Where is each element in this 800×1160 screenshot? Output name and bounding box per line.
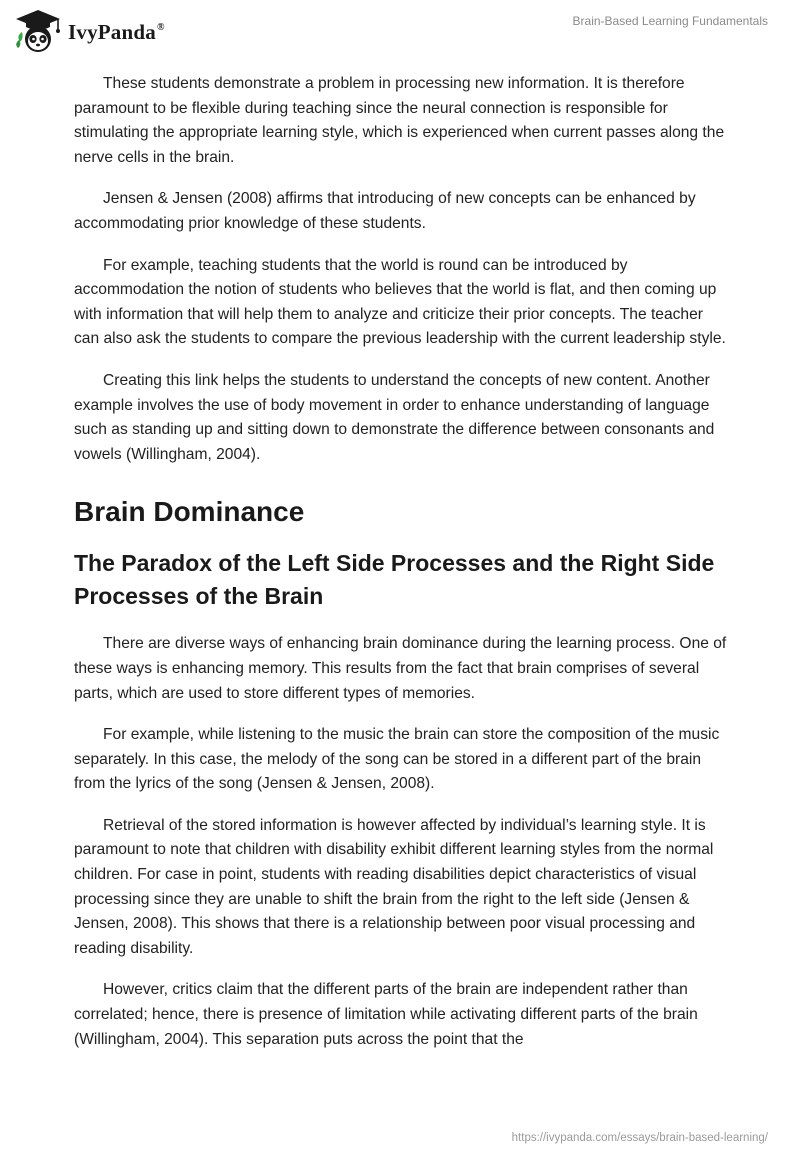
document-title: Brain-Based Learning Fundamentals <box>572 14 768 28</box>
paragraph: Creating this link helps the students to understand the concepts of new content. Another example involves the use of body movement in order to enhance understanding of language such as standing up and sitting down to demonstrate the difference between consonants and vowels (Willingham, 2004). <box>74 371 715 463</box>
subsection-heading: The Paradox of the Left Side Processes and the Right Side Processes of the Brain <box>74 550 715 610</box>
page-header <box>0 0 800 62</box>
paragraph: There are diverse ways of enhancing brain dominance during the learning process. One of these ways is enhancing memory. This results from the fact that brain comprises of several parts, which are used to store different types of memories. <box>74 635 727 702</box>
paragraph: However, critics claim that the different parts of the brain are independent rather than correlated; hence, there is presence of limitation while activating different parts of the brain (Willingham, 2004). This separation puts across the point that the <box>74 981 698 1048</box>
logo-wordmark: IvyPanda® <box>68 19 165 44</box>
paragraph: Jensen & Jensen (2008) affirms that introducing of new concepts can be enhanced by accommodating prior knowledge of these students. <box>74 190 696 232</box>
essay-content <box>74 72 730 1069</box>
source-url-link[interactable]: https://ivypanda.com/essays/brain-based-learning/ <box>511 1132 768 1144</box>
panda-logo-icon <box>14 8 62 54</box>
paragraph: These students demonstrate a problem in processing new information. It is therefore paramount to be flexible during teaching since the neural connection is responsible for stimulating the appropriate learning style, which is experienced when current passes along the nerve cells in the brain. <box>74 75 725 166</box>
paragraph: For example, while listening to the music the brain can store the composition of the music separately. In this case, the melody of the song can be stored in a different part of the brain from the lyrics of the song (Jensen & Jensen, 2008). <box>74 726 720 793</box>
section-heading: Brain Dominance <box>74 496 305 528</box>
ivypanda-logo[interactable] <box>14 8 165 54</box>
paragraph: Retrieval of the stored information is however affected by individual’s learning style. It is paramount to note that children with disability exhibit different learning styles from the normal children. For case in point, students with reading disabilities depict characteristics of visual processing since they are unable to shift the brain from the right to the left side (Jensen & Jensen, 2008). This shows that there is a relationship between poor visual processing and reading disability. <box>74 816 714 957</box>
paragraph: For example, teaching students that the world is round can be introduced by accommodation the notion of students who believes that the world is flat, and then coming up with information that will help them to analyze and criticize their prior concepts. The teacher can also ask the students to compare the previous leadership with the current leadership style. <box>74 256 726 348</box>
